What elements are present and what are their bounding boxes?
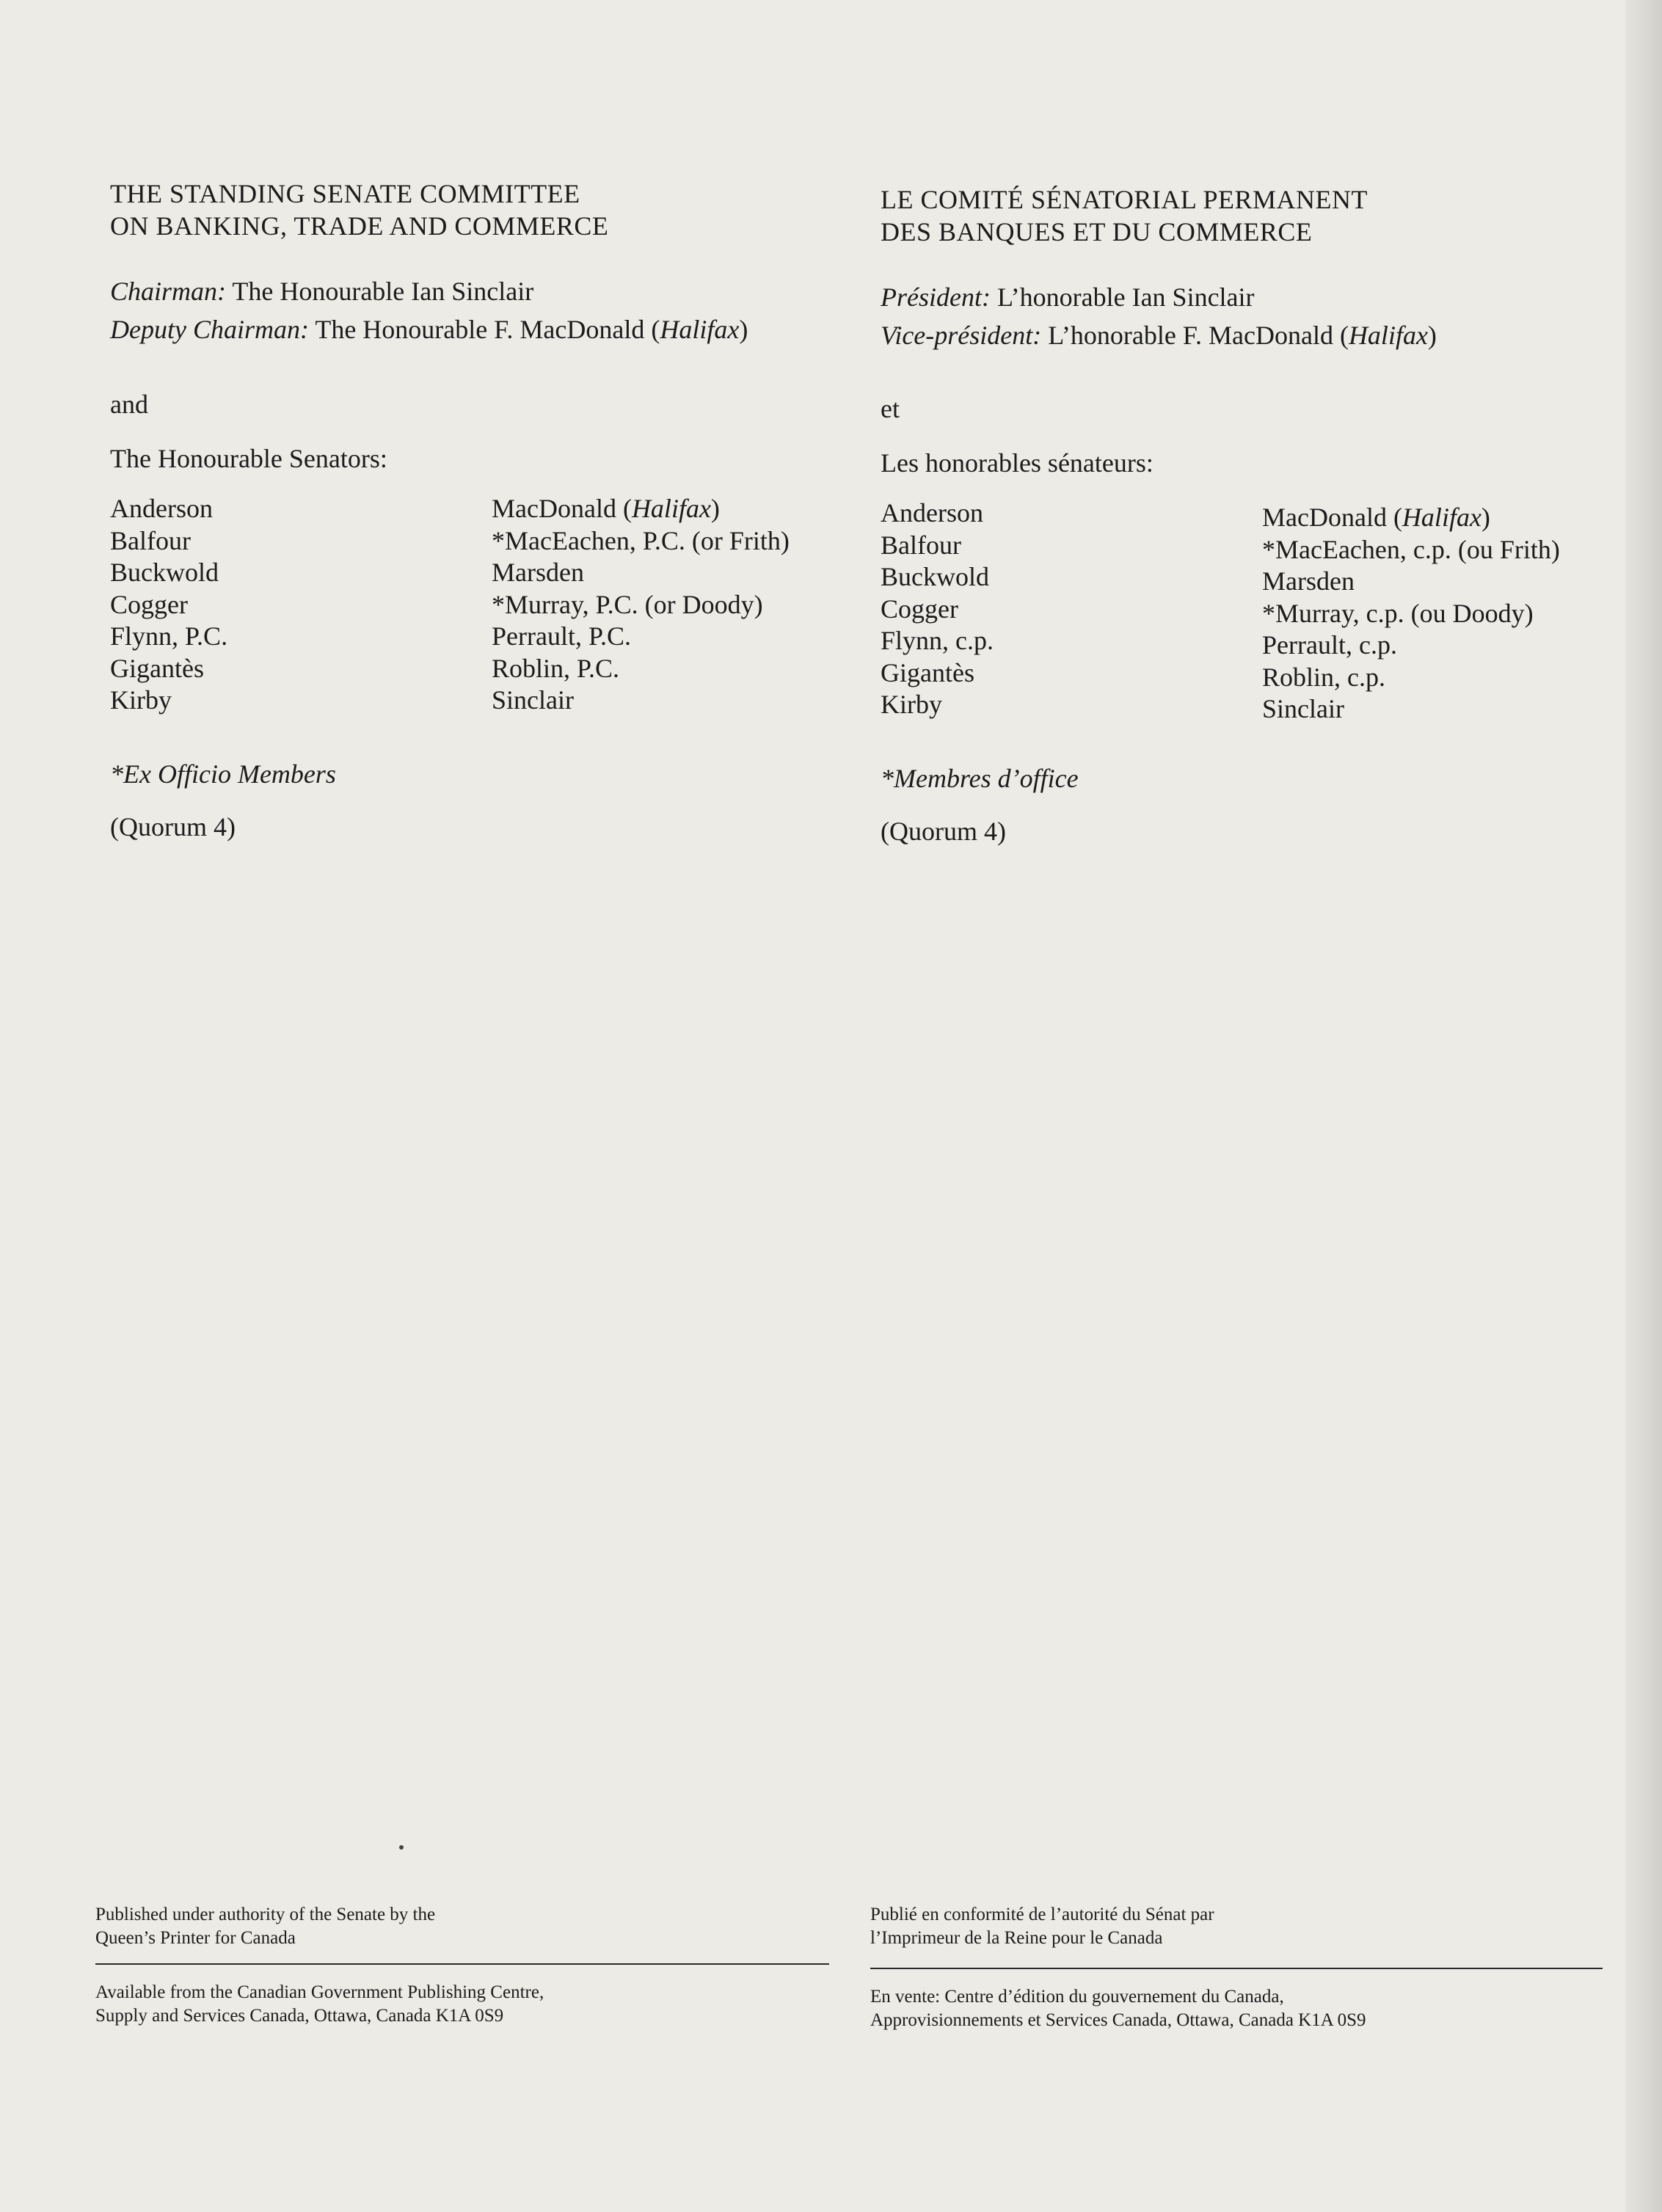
quorum-fr: (Quorum 4)	[881, 817, 1006, 846]
senator-name: Roblin, P.C.	[492, 653, 620, 683]
deputy-chairman-place: Halifax	[660, 315, 740, 344]
page-spine-shadow	[1625, 0, 1662, 2212]
senator-name: Perrault, P.C.	[492, 621, 632, 651]
footer-line: Supply and Services Canada, Ottawa, Canada K1A 0S9	[95, 2006, 504, 2026]
footer-line: l’Imprimeur de la Reine pour le Canada	[870, 1928, 1163, 1948]
chairman-label: Président:	[881, 282, 991, 312]
senator-name: Cogger	[881, 594, 958, 624]
senator-name: *MacEachen, c.p. (ou Frith)	[1262, 534, 1560, 564]
senator-name: *Murray, P.C. (or Doody)	[492, 589, 763, 619]
senator-name: Kirby	[881, 690, 942, 719]
deputy-chairman-name: L’honorable F. MacDonald (	[1048, 321, 1349, 350]
senators-list-fr-2	[1262, 502, 1560, 726]
title-line-2: ON BANKING, TRADE AND COMMERCE	[110, 211, 609, 241]
senator-name: MacDonald (Halifax)	[1262, 503, 1490, 532]
senator-name: Sinclair	[492, 685, 574, 715]
senator-name: Sinclair	[1262, 694, 1344, 723]
deputy-chairman-place: Halifax	[1348, 321, 1428, 350]
senator-name: Gigantès	[881, 657, 974, 687]
senator-name: Perrault, c.p.	[1262, 630, 1397, 660]
ex-officio-en: *Ex Officio Members	[110, 759, 336, 789]
footer-line: En vente: Centre d’édition du gouvernement du Canada,	[870, 1987, 1284, 2007]
senator-name: Balfour	[110, 525, 191, 555]
title-line-1: THE STANDING SENATE COMMITTEE	[110, 179, 580, 208]
show-through-text	[1013, 807, 1028, 878]
senator-name: Anderson	[881, 498, 983, 528]
chairman-name: The Honourable Ian Sinclair	[232, 277, 534, 306]
senator-name: Buckwold	[110, 558, 219, 587]
footer-line: Available from the Canadian Government Publishing Centre,	[95, 1982, 544, 2002]
deputy-chairman-label: Vice-président:	[881, 321, 1042, 350]
senators-list-fr-1	[881, 497, 994, 721]
footer-published-en	[95, 1903, 435, 1950]
committee-title-en	[110, 178, 608, 242]
deputy-chairman-name: The Honourable F. MacDonald (	[315, 315, 660, 344]
senator-name: Kirby	[110, 685, 172, 715]
senator-name: Buckwold	[881, 562, 989, 591]
senator-name: *Murray, c.p. (ou Doody)	[1262, 598, 1534, 628]
footer-line: Publié en conformité de l’autorité du Sénat par	[870, 1905, 1214, 1924]
senator-name: Anderson	[110, 494, 213, 523]
senator-name: MacDonald (Halifax)	[492, 494, 720, 523]
footer-divider-en	[95, 1963, 829, 1965]
senator-name: Marsden	[1262, 566, 1355, 596]
chairman-label: Chairman:	[110, 277, 227, 306]
senator-name: Cogger	[110, 589, 188, 619]
chairman-name: L’honorable Ian Sinclair	[996, 282, 1255, 312]
committee-title-fr	[881, 183, 1368, 248]
deputy-chairman-label: Deputy Chairman:	[110, 315, 309, 344]
deputy-chairman-line-fr	[881, 320, 1437, 351]
senators-list-en-2	[492, 493, 790, 717]
ex-officio-fr: *Membres d’office	[881, 764, 1079, 793]
footer-line: Queen’s Printer for Canada	[95, 1928, 296, 1948]
footer-line: Approvisionnements et Services Canada, Ottawa, Canada K1A 0S9	[870, 2010, 1366, 2030]
chairman-line-en	[110, 276, 533, 307]
senator-name: Marsden	[492, 558, 584, 587]
deputy-chairman-line-en	[110, 314, 748, 345]
footer-line: Published under authority of the Senate by the	[95, 1905, 436, 1924]
senator-name: *MacEachen, P.C. (or Frith)	[492, 525, 790, 555]
senator-name: Flynn, P.C.	[110, 621, 228, 651]
quorum-en: (Quorum 4)	[110, 812, 236, 842]
footer-published-fr	[870, 1903, 1214, 1950]
title-line-2: DES BANQUES ET DU COMMERCE	[881, 217, 1313, 247]
senator-name: Balfour	[881, 530, 961, 560]
and-label: et	[881, 394, 900, 423]
footer-divider-fr	[870, 1968, 1603, 1969]
senator-name: Roblin, c.p.	[1262, 662, 1385, 692]
senators-list-en-1	[110, 493, 227, 717]
deputy-chairman-close: )	[739, 315, 748, 344]
deputy-chairman-close: )	[1427, 321, 1437, 350]
senators-heading-en: The Honourable Senators:	[110, 444, 387, 473]
senator-name: Gigantès	[110, 653, 204, 683]
footer-available-fr	[870, 1985, 1366, 2032]
footer-available-en	[95, 1981, 544, 2028]
senator-name: Flynn, c.p.	[881, 626, 994, 655]
stray-mark	[399, 1845, 404, 1850]
and-label: and	[110, 390, 148, 419]
chairman-line-fr	[881, 282, 1255, 313]
senators-heading-fr: Les honorables sénateurs:	[881, 448, 1153, 478]
title-line-1: LE COMITÉ SÉNATORIAL PERMANENT	[881, 185, 1368, 214]
